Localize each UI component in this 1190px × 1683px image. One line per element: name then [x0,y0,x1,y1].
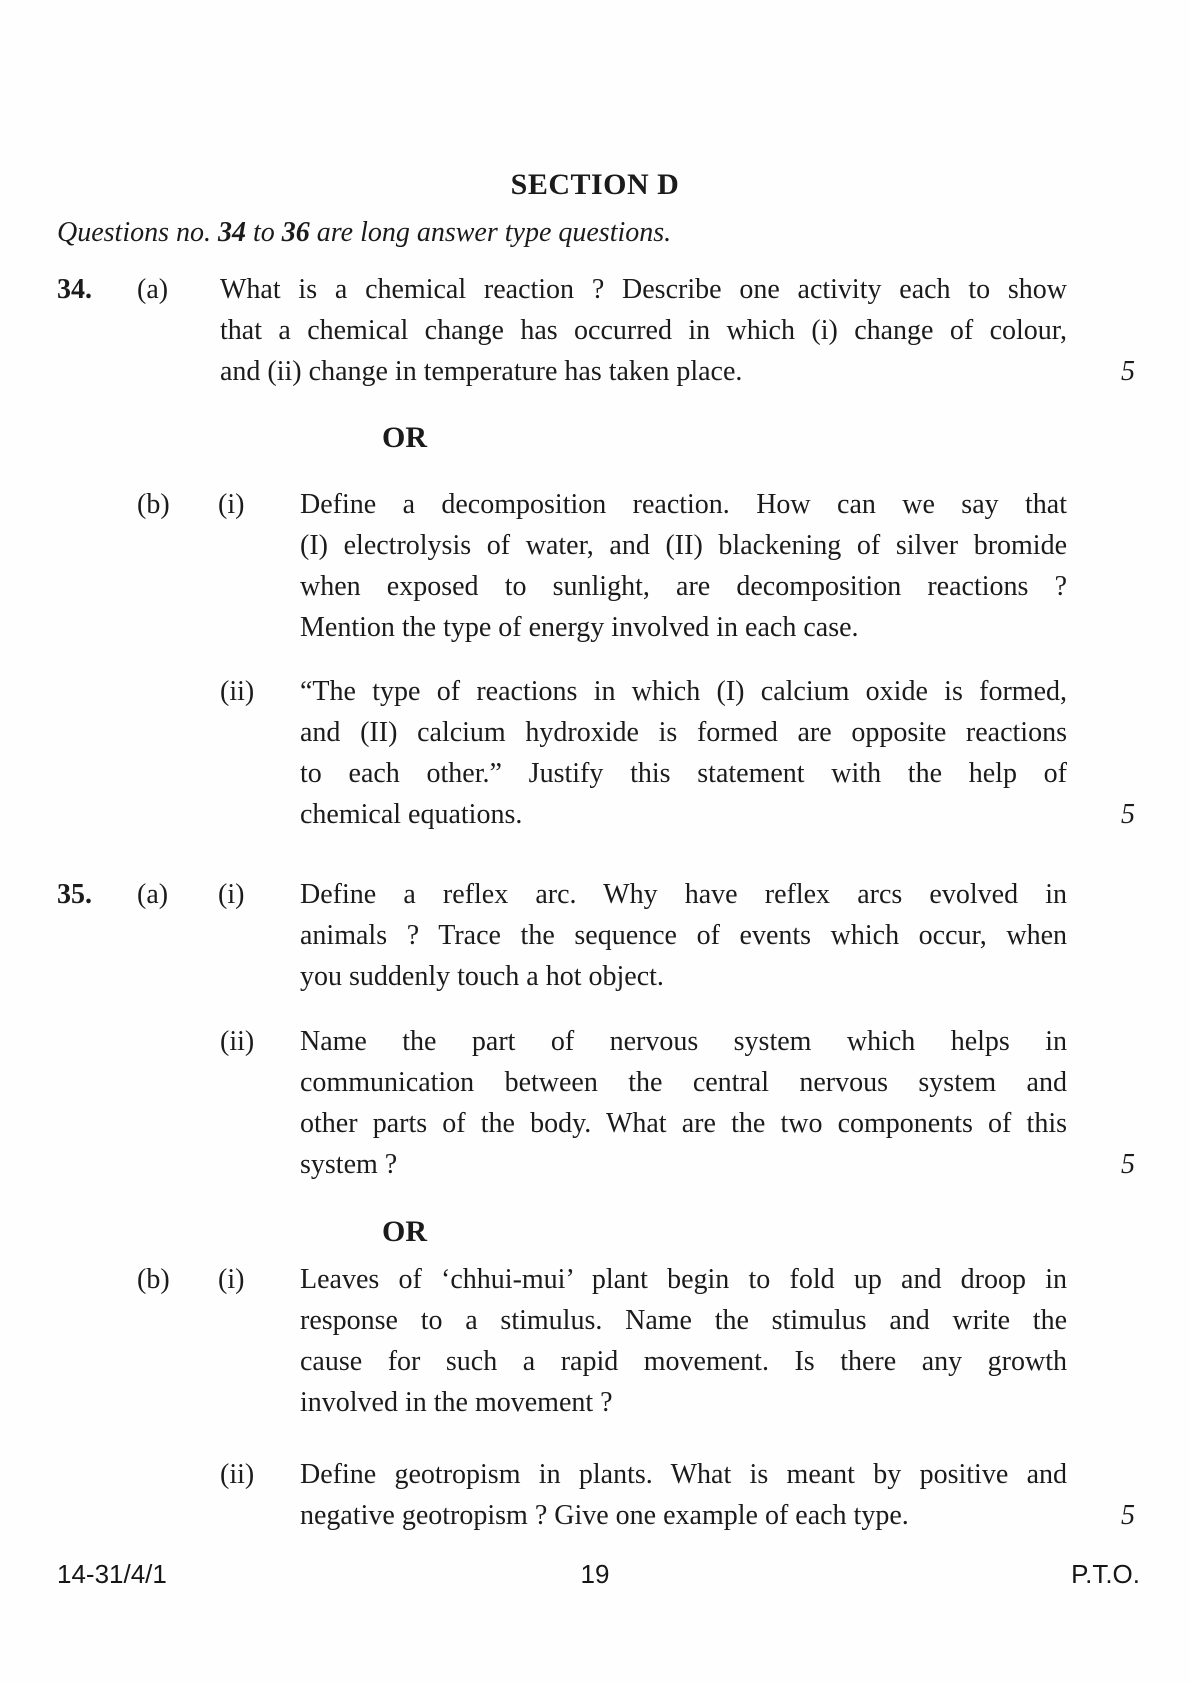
q34b-i-line: Mention the type of energy involved in each case. [300,612,859,643]
q34a-marks: 5 [1121,356,1135,387]
q34a-text [220,269,1067,392]
q35a-ii-label: (ii) [220,1026,255,1057]
q34b-ii-text [300,671,1067,835]
q34b-ii-line: “The type of reactions in which (I) calcium oxide is formed, [300,676,1067,707]
q35a-i-line: you suddenly touch a hot object. [300,961,664,992]
q34b-ii-line: to each other.” Justify this statement with the help of [300,758,1067,789]
q35b-ii-text [300,1454,1067,1536]
q35b-ii-label: (ii) [220,1459,255,1490]
q35b-i-line: response to a stimulus. Name the stimulus and write the [300,1305,1067,1336]
q35b-marks: 5 [1121,1500,1135,1531]
q34a-line: and (ii) change in temperature has taken place. [220,356,743,387]
intro-mid: to [246,217,282,248]
q35b-i-line: involved in the movement ? [300,1387,613,1418]
q34a-line: What is a chemical reaction ? Describe one activity each to show [220,274,1067,305]
footer-page-number: 19 [580,1559,610,1589]
question-35-number: 35. [57,879,92,910]
q35b-i-line: cause for such a rapid movement. Is there any growth [300,1346,1067,1377]
q34b-i-line: (I) electrolysis of water, and (II) blackening of silver bromide [300,530,1067,561]
q35a-ii-line: other parts of the body. What are the two components of this [300,1108,1067,1139]
q35a-ii-line: system ? [300,1149,398,1180]
or-divider-q34: OR [382,421,427,454]
q35b-i-line: Leaves of ‘chhui-mui’ plant begin to fold up and droop in [300,1264,1067,1295]
q35a-i-text [300,874,1067,997]
section-intro [57,217,1057,249]
footer-paper-code: 14-31/4/1 [57,1559,167,1589]
q35b-i-label: (i) [218,1264,245,1295]
q34b-marks: 5 [1121,799,1135,830]
q35b-label: (b) [137,1264,170,1295]
footer-pto: P.T.O. [1071,1559,1140,1589]
q34b-ii-line: chemical equations. [300,799,523,830]
section-title: SECTION D [510,168,680,201]
q35b-i-text [300,1259,1067,1423]
q34a-line: that a chemical change has occurred in which (i) change of colour, [220,315,1067,346]
q35a-i-line: Define a reflex arc. Why have reflex arcs evolved in [300,879,1067,910]
q35a-marks: 5 [1121,1149,1135,1180]
q35b-ii-line: Define geotropism in plants. What is meant by positive and [300,1459,1067,1490]
q34b-ii-label: (ii) [220,676,255,707]
question-34-number: 34. [57,274,92,305]
q35b-ii-line: negative geotropism ? Give one example of each type. [300,1500,909,1531]
q35a-ii-text [300,1021,1067,1185]
q34b-label: (b) [137,489,170,520]
q34b-i-text [300,484,1067,648]
intro-lead: Questions no. [57,217,218,248]
q35a-i-label: (i) [218,879,245,910]
q35a-i-line: animals ? Trace the sequence of events which occur, when [300,920,1067,951]
intro-question-start: 34 [218,217,246,248]
q34b-ii-line: and (II) calcium hydroxide is formed are opposite reactions [300,717,1067,748]
q34b-i-line: Define a decomposition reaction. How can we say that [300,489,1067,520]
or-divider-q35: OR [382,1215,427,1248]
q34b-i-label: (i) [218,489,245,520]
q34b-i-line: when exposed to sunlight, are decomposition reactions ? [300,571,1067,602]
q35a-label: (a) [137,879,169,910]
intro-tail: are long answer type questions. [309,217,672,248]
q34a-label: (a) [137,274,169,305]
q35a-ii-line: Name the part of nervous system which helps in [300,1026,1067,1057]
q35a-ii-line: communication between the central nervous system and [300,1067,1067,1098]
intro-question-end: 36 [281,217,310,248]
